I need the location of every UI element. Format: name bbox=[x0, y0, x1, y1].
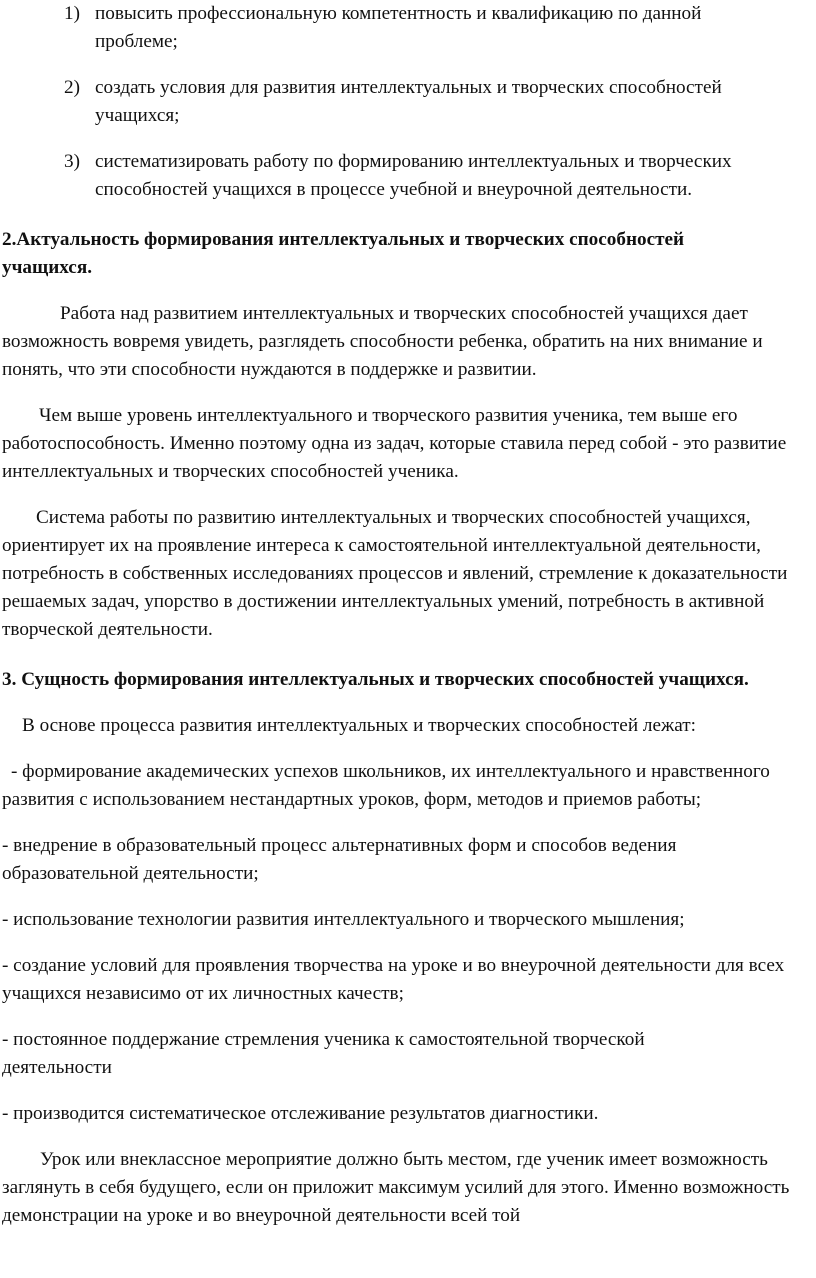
section-2-paragraph-3: Система работы по развитию интеллектуальных и творческих способностей учащихся, ориентирует их на проявление интереса к самостоятельной интеллектуальной деятельности, потребность в собственных исследованиях процессов и явлений, стремление к доказательности решаемых задач, упорство в достижении интеллектуальных умений, потребность в активной творческой деятельности. bbox=[2, 507, 788, 640]
list-number: 1) bbox=[64, 3, 80, 24]
section-3-intro: В основе процесса развития интеллектуальных и творческих способностей лежат: bbox=[22, 715, 696, 736]
section-3-item: - создание условий для проявления творчества на уроке и во внеурочной деятельности для всех учащихся независимо от их личностных качеств; bbox=[2, 955, 785, 1004]
section-3-item: - производится систематическое отслеживание результатов диагностики. bbox=[2, 1103, 599, 1124]
goals-list bbox=[2, 0, 816, 204]
section-3-item: - внедрение в образовательный процесс альтернативных форм и способов ведения образовательной деятельности; bbox=[2, 835, 677, 884]
section-2-paragraph-1: Работа над развитием интеллектуальных и творческих способностей учащихся дает возможность вовремя увидеть, разглядеть способности ребенка, обратить на них внимание и понять, что эти способности нуждаются в поддержке и развитии. bbox=[2, 303, 763, 380]
list-text: повысить профессиональную компетентность и квалификацию по данной проблеме; bbox=[95, 3, 702, 52]
list-number: 2) bbox=[64, 77, 80, 98]
section-3-item: - использование технологии развития интеллектуального и творческого мышления; bbox=[2, 909, 685, 930]
section-3-heading: 3. Сущность формирования интеллектуальных и творческих способностей учащихся. bbox=[2, 669, 749, 690]
section-3-item: - формирование академических успехов школьников, их интеллектуального и нравственного развития с использованием нестандартных уроков, форм, методов и приемов работы; bbox=[2, 761, 770, 810]
list-text: создать условия для развития интеллектуальных и творческих способностей учащихся; bbox=[95, 77, 722, 126]
section-3-item: - постоянное поддержание стремления ученика к самостоятельной творческой деятельности bbox=[2, 1029, 645, 1078]
list-item bbox=[2, 74, 816, 130]
list-item bbox=[2, 0, 816, 56]
section-3-closing: Урок или внеклассное мероприятие должно быть местом, где ученик имеет возможность заглянуть в себя будущего, если он приложит максимум усилий для этого. Именно возможность демонстрации на уроке и во внеурочной деятельности всей той bbox=[2, 1149, 790, 1226]
list-text: систематизировать работу по формированию интеллектуальных и творческих способностей учащихся в процессе учебной и внеурочной деятельности. bbox=[95, 151, 732, 200]
section-2-heading: 2.Актуальность формирования интеллектуальных и творческих способностей учащихся. bbox=[2, 229, 685, 278]
list-number: 3) bbox=[64, 151, 80, 172]
section-2-paragraph-2: Чем выше уровень интеллектуального и творческого развития ученика, тем выше его работоспособность. Именно поэтому одна из задач, которые ставила перед собой - это развитие интеллектуальных и творческих способностей ученика. bbox=[2, 405, 787, 482]
list-item bbox=[2, 148, 816, 204]
